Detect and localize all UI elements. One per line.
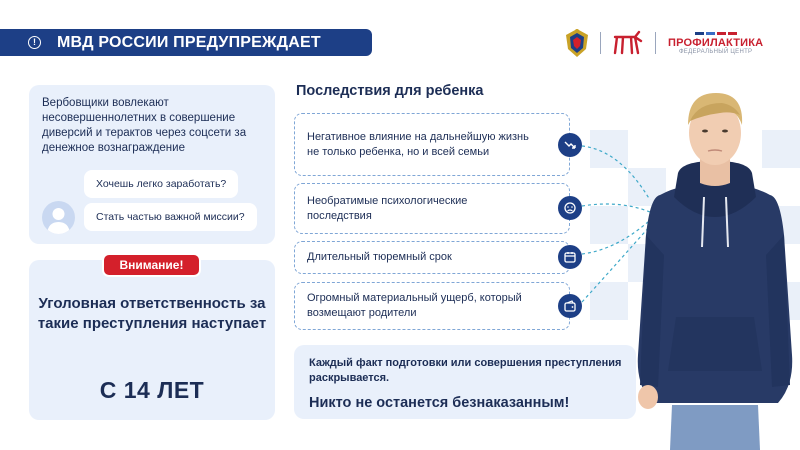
trend-down-icon [558,133,582,157]
section-title: Последствия для ребенка [296,83,484,99]
intro-text: Вербовщики вовлекают несовершеннолетних в совершение диверсий и терактов через соцсети за денежное вознаграждение [42,97,247,154]
consequence-text: Огромный материальный ущерб, который возмещают родители [307,292,522,319]
consequence-item [294,282,570,330]
warning-text: Уголовная ответственность за такие преступления наступает [37,295,267,332]
background-square [590,206,628,244]
mvd-emblem-icon [564,27,590,59]
consequence-item [294,113,570,176]
profilaktika-logo [668,32,763,55]
consequence-text: Негативное влияние на дальнейшую жизнь не только ребенка, но и всей семьи [307,130,529,158]
consequence-text: Длительный тюремный срок [307,251,452,263]
horse-logo-icon [611,29,645,57]
consequence-text: Необратимые психологические последствия [307,194,468,222]
avatar [42,201,75,234]
logo-group [564,26,763,60]
consequence-item [294,183,570,234]
header-banner [0,29,372,56]
bottom-text: Каждый факт подготовки или совершения преступления раскрывается. [309,357,622,384]
chat-bubble: Стать частью важной миссии? [84,203,257,231]
bottom-statement: Никто не останется безнаказанным! [309,395,570,411]
chat-bubble: Хочешь легко заработать? [84,170,238,198]
logo-separator [600,32,601,54]
bar [717,32,726,35]
sad-face-icon [558,196,582,220]
logo-separator [655,32,656,54]
exclamation-icon: ! [28,36,41,49]
consequence-item [294,241,570,274]
warning-age: С 14 ЛЕТ [99,377,205,403]
user-silhouette-icon [42,201,75,234]
wallet-icon [558,294,582,318]
profilaktika-title: ПРОФИЛАКТИКА [668,36,764,49]
warning-badge: Внимание! [102,253,201,277]
profilaktika-bars [695,32,737,35]
teenager-illustration [630,85,800,450]
profilaktika-subtitle: ФЕДЕРАЛЬНЫЙ ЦЕНТР [678,48,753,55]
page-title: МВД РОССИИ ПРЕДУПРЕЖДАЕТ [57,33,321,51]
calendar-icon [558,245,582,269]
bar [728,32,737,35]
bar [695,32,704,35]
background-square [590,282,628,320]
background-square [590,130,628,168]
bar [706,32,715,35]
